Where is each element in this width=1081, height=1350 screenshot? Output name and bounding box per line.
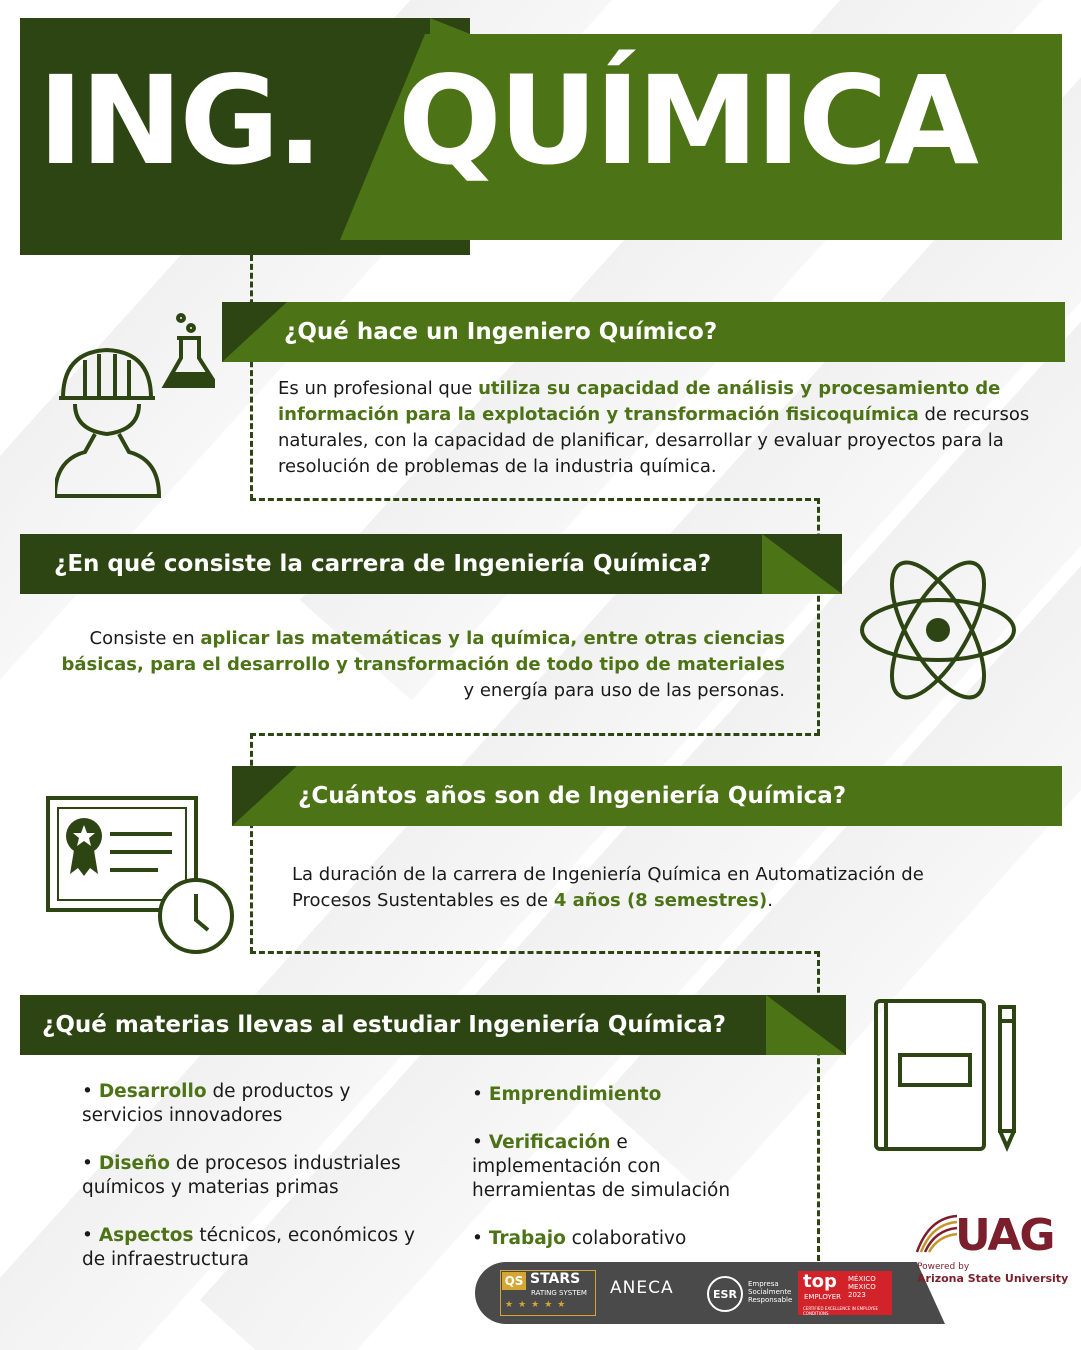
uag-logo: UAG	[955, 1210, 1054, 1261]
notebook-pencil-icon	[872, 997, 1032, 1153]
subject-item: • Diseño de procesos industriales químicos y materias primas	[82, 1153, 401, 1198]
esr-logo: ESR	[707, 1276, 743, 1312]
stars-rating-icon: ★★★★★	[505, 1300, 571, 1310]
connector	[250, 255, 253, 500]
top-sub: EMPLOYER	[804, 1293, 842, 1301]
section4-heading: ¿Qué materias llevas al estudiar Ingeniería Química?	[42, 1012, 727, 1038]
section2-header	[20, 534, 842, 594]
asu-label: Arizona State University	[917, 1272, 1069, 1285]
atom-icon	[858, 550, 1018, 710]
powered-by: Powered by	[917, 1262, 970, 1272]
section3-body: La duración de la carrera de Ingeniería Química en Automatización de Procesos Sustentables es de 4 años (8 semestres).	[292, 864, 924, 911]
section1-body: Es un profesional que utiliza su capacidad de análisis y procesamiento de información para la explotación y transformación fisicoquímica de recursos naturales, con la capacidad de planificar, desarrollar y evaluar proyectos para la resolución de problemas de la industria química.	[278, 378, 1030, 477]
uag-arc-icon	[915, 1212, 959, 1256]
chemist-hardhat-icon	[55, 312, 215, 502]
section2-heading: ¿En qué consiste la carrera de Ingeniería Química?	[54, 551, 712, 577]
title-ing: ING.	[38, 50, 320, 192]
aneca-logo: ANECA	[610, 1278, 674, 1298]
subject-item: • Desarrollo de productos y servicios innovadores	[82, 1081, 351, 1126]
stars-sub: RATING SYSTEM	[531, 1289, 587, 1297]
subject-item: • Emprendimiento	[472, 1084, 662, 1105]
section2-body: Consiste en aplicar las matemáticas y la química, entre otras ciencias básicas, para el desarrollo y transformación de todo tipo de materiales y energía para uso de las personas.	[61, 628, 785, 701]
section3-header	[232, 766, 1062, 826]
connector	[250, 498, 820, 501]
stars-label: STARS	[530, 1271, 581, 1287]
section1-heading: ¿Qué hace un Ingeniero Químico?	[284, 319, 718, 345]
certificate-clock-icon	[46, 796, 236, 956]
section4-header	[20, 995, 846, 1055]
connector	[250, 733, 820, 736]
title-quimica: QUÍMICA	[398, 50, 976, 192]
section1-header	[222, 302, 1065, 362]
section3-heading: ¿Cuántos años son de Ingeniería Química?	[298, 783, 847, 809]
top-label: top	[803, 1271, 837, 1292]
subject-item: • Verificación e implementación con herramientas de simulación	[472, 1132, 731, 1201]
subject-item: • Trabajo colaborativo	[472, 1228, 687, 1249]
qs-badge: QS	[502, 1272, 526, 1290]
esr-text: Empresa Socialmente Responsable	[748, 1280, 793, 1304]
connector	[250, 951, 820, 954]
subject-item: • Aspectos técnicos, económicos y de infraestructura	[82, 1225, 415, 1270]
top-country: MÉXICO MEXICO 2023	[848, 1275, 876, 1299]
top-foot: CERTIFIED EXCELLENCE IN EMPLOYEE CONDITIONS	[803, 1306, 879, 1316]
